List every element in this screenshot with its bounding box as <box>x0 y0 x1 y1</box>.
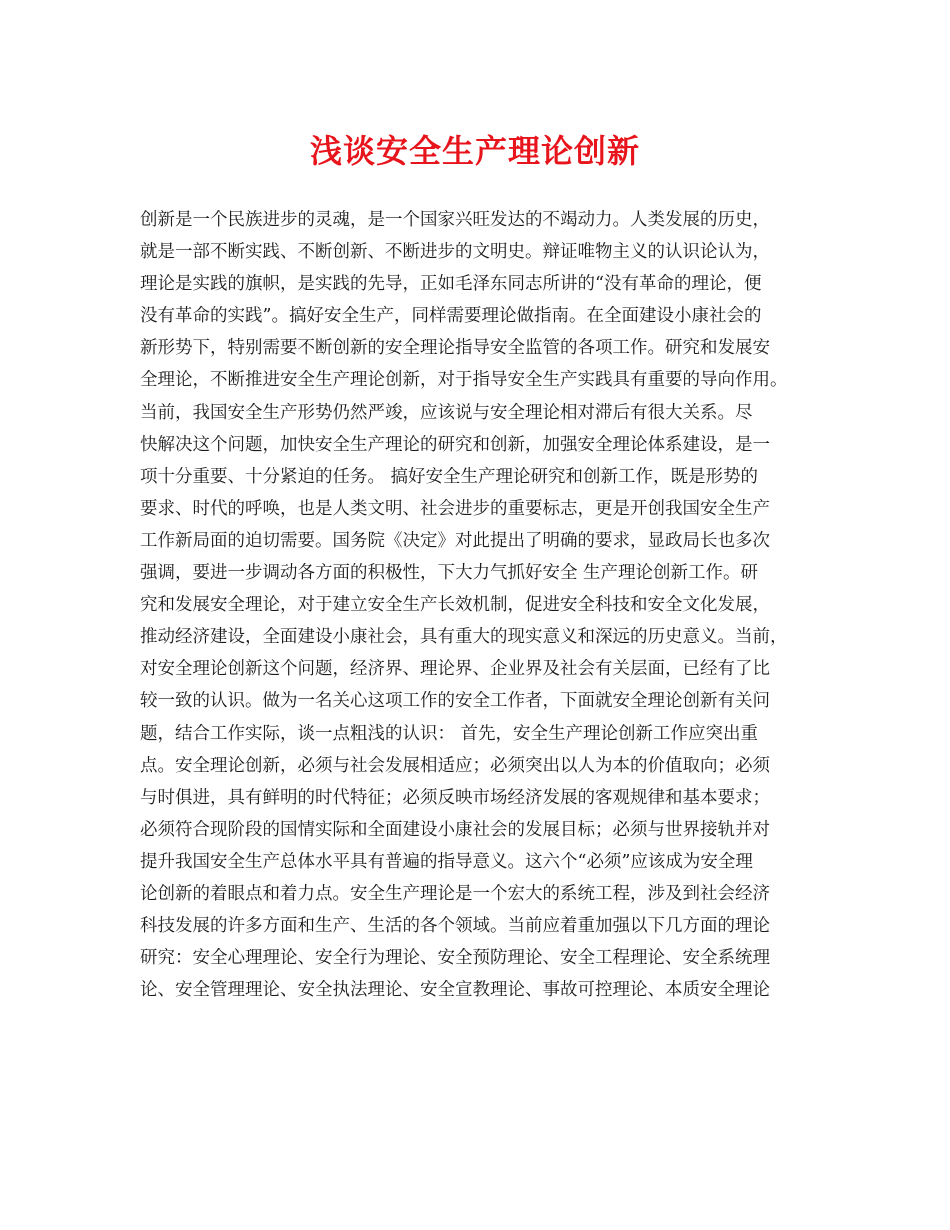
body-line: 推动经济建设，全面建设小康社会，具有重大的现实意义和深远的历史意义。当前， <box>140 627 788 648</box>
body-line: 论创新的着眼点和着力点。安全生产理论是一个宏大的系统工程，涉及到社会经济 <box>140 883 770 904</box>
body-line: 就是一部不断实践、不断创新、不断进步的文明史。辩证唯物主义的认识论认为， <box>140 242 770 263</box>
body-line: 较一致的认识。做为一名关心这项工作的安全工作者，下面就安全理论创新有关问 <box>140 691 770 712</box>
body-line: 点。安全理论创新，必须与社会发展相适应；必须突出以人为本的价值取向；必须 <box>140 755 770 776</box>
body-line: 题，结合工作实际，谈一点粗浅的认识： 首先，安全生产理论创新工作应突出重 <box>140 723 759 744</box>
body-line: 强调，要进一步调动各方面的积极性，下大力气抓好安全 生产理论创新工作。研 <box>140 563 759 584</box>
body-line: 全理论，不断推进安全生产理论创新，对于指导安全生产实践具有重要的导向作用。 <box>140 370 788 391</box>
body-line: 论、安全管理理论、安全执法理论、安全宣教理论、事故可控理论、本质安全理论 <box>140 980 770 1001</box>
body-line: 当前，我国安全生产形势仍然严竣，应该说与安全理论相对滞后有很大关系。尽 <box>140 402 753 423</box>
body-line: 新形势下，特别需要不断创新的安全理论指导安全监管的各项工作。研究和发展安 <box>140 338 770 359</box>
body-line: 必须符合现阶段的国情实际和全面建设小康社会的发展目标；必须与世界接轨并对 <box>140 819 770 840</box>
body-line: 项十分重要、十分紧迫的任务。 搞好安全生产理论研究和创新工作，既是形势的 <box>140 466 759 487</box>
body-line: 与时俱进，具有鲜明的时代特征；必须反映市场经济发展的客观规律和基本要求； <box>140 787 770 808</box>
body-line: 创新是一个民族进步的灵魂，是一个国家兴旺发达的不竭动力。人类发展的历史， <box>140 210 770 230</box>
body-line: 提升我国安全生产总体水平具有普遍的指导意义。这六个“必须”应该成为安全理 <box>140 851 753 872</box>
body-line: 科技发展的许多方面和生产、生活的各个领域。当前应着重加强以下几方面的理论 <box>140 916 770 937</box>
body-line: 对安全理论创新这个问题，经济界、理论界、企业界及社会有关层面，已经有了比 <box>140 659 770 680</box>
body-line: 没有革命的实践”。搞好安全生产，同样需要理论做指南。在全面建设小康社会的 <box>140 306 762 327</box>
body-line: 要求、时代的呼唤，也是人类文明、社会进步的重要标志，更是开创我国安全生产 <box>140 498 770 519</box>
document-title: 浅谈安全生产理论创新 <box>309 132 640 170</box>
body-line: 研究：安全心理理论、安全行为理论、安全预防理论、安全工程理论、安全系统理 <box>140 948 770 969</box>
body-line: 究和发展安全理论，对于建立安全生产长效机制，促进安全科技和安全文化发展， <box>140 595 770 616</box>
body-line: 理论是实践的旗帜，是实践的先导，正如毛泽东同志所讲的“没有革命的理论，便 <box>140 274 762 295</box>
document-body <box>140 204 830 1006</box>
body-line: 工作新局面的迫切需要。国务院《决定》对此提出了明确的要求，显政局长也多次 <box>140 530 770 551</box>
body-line: 快解决这个问题，加快安全生产理论的研究和创新，加强安全理论体系建设，是一 <box>140 434 770 455</box>
